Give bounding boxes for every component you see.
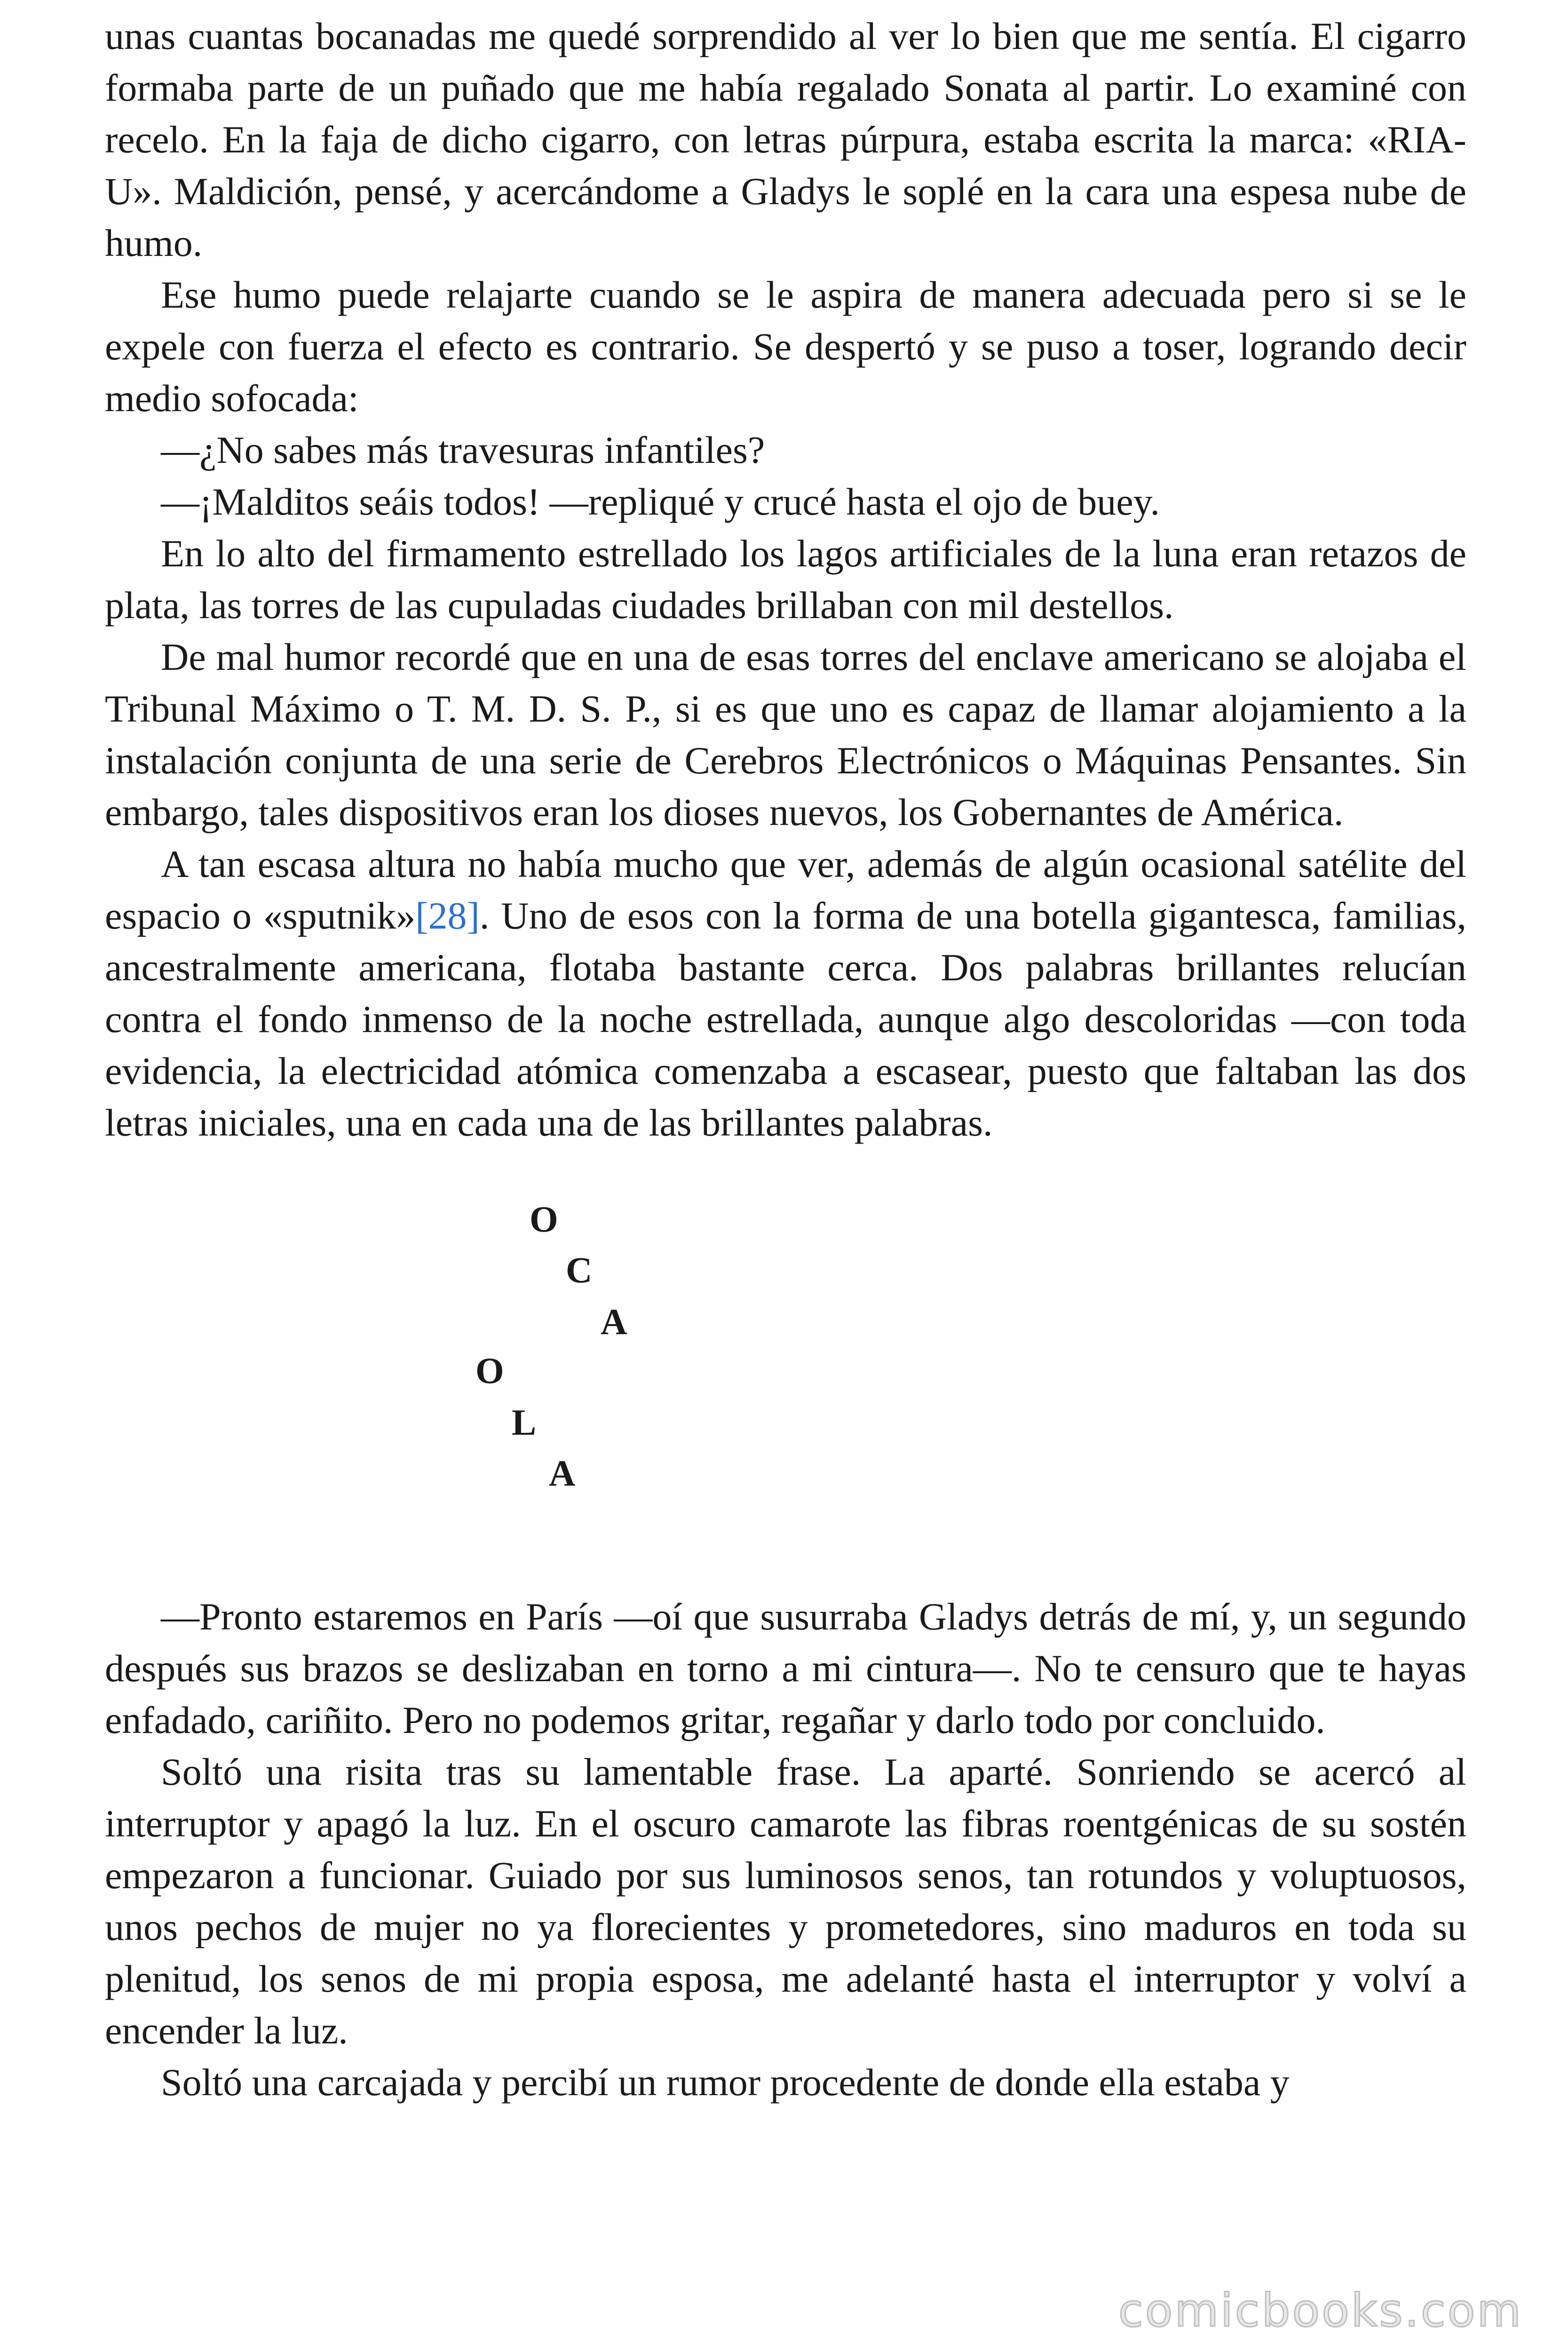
sign-letter: A [549, 1453, 576, 1494]
sign-letter: L [512, 1402, 537, 1443]
dialogue-line: —¡Malditos seáis todos! —repliqué y crucé hasta el ojo de buey. [161, 480, 1160, 523]
paragraph: Ese humo puede relajarte cuando se le aspira de manera adecuada pero si se le expele con fuerza el efecto es contrario. Se despertó y se puso a toser, logrando decir medio sofocada: [105, 273, 1466, 420]
paragraph: De mal humor recordé que en una de esas torres del enclave americano se alojaba el Tribunal Máximo o T. M. D. S. P., si es que uno es capaz de llamar alojamiento a la instalación conjunta de una serie de Cerebros Electrónicos o Máquinas Pensantes. Sin embargo, tales dispositivos eran los dioses nuevos, los Gobernantes de América. [105, 636, 1466, 834]
paragraph: Soltó una risita tras su lamentable frase. La aparté. Sonriendo se acercó al interruptor y apagó la luz. En el oscuro camarote las fibras roentgénicas de su sostén empezaron a funcionar. Guiado por sus luminosos senos, tan rotundos y voluptuosos, unos pechos de mujer no ya florecientes y prometedores, sino maduros en toda su plenitud, los senos de mi propia esposa, me adelanté hasta el interruptor y volví a encender la luz. [105, 1750, 1466, 2052]
paragraph [105, 838, 1466, 1149]
footnote-link[interactable]: [28] [415, 894, 480, 937]
page-text [105, 10, 1466, 2108]
sign-letter: O [475, 1350, 504, 1391]
paragraph-text: . Uno de esos con la forma de una botella gigantesca, familias, ancestralmente americana, flotaba bastante cerca. Dos palabras brillantes relucían contra el fondo inmenso de la noche estrellada, aunque algo descoloridas —con toda evidencia, la electricidad atómica comenzaba a escasear, puesto que faltaban las dos letras iniciales, una en cada una de las brillantes palabras. [105, 894, 1466, 1144]
paragraph: —Pronto estaremos en París —oí que susurraba Gladys detrás de mí, y, un segundo después sus brazos se deslizaban en torno a mi cintura—. No te censuro que te hayas enfadado, cariñito. Pero no podemos gritar, regañar y darlo todo por concluido. [105, 1595, 1466, 1741]
watermark: comicbooks.com [1118, 2284, 1523, 2337]
paragraph: Soltó una carcajada y percibí un rumor procedente de donde ella estaba y [161, 2061, 1290, 2104]
dialogue-line: —¿No sabes más travesuras infantiles? [161, 429, 765, 471]
sign-letter: O [530, 1199, 558, 1240]
sign-letters [105, 1193, 1466, 1589]
paragraph: unas cuantas bocanadas me quedé sorprendido al ver lo bien que me sentía. El cigarro formaba parte de un puñado que me había regalado Sonata al partir. Lo examiné con recelo. En la faja de dicho cigarro, con letras púrpura, estaba escrita la marca: «RIA-U». Maldición, pensé, y acercándome a Gladys le soplé en la cara una espesa nube de humo. [105, 15, 1466, 264]
sign-letter: A [601, 1301, 627, 1342]
sign-letter: C [566, 1249, 593, 1290]
paragraph: En lo alto del firmamento estrellado los lagos artificiales de la luna eran retazos de plata, las torres de las cupuladas ciudades brillaban con mil destellos. [105, 532, 1466, 627]
paragraph-text: A tan escasa altura no había mucho que ver, además de algún ocasional satélite del espacio o «sputnik» [105, 842, 1466, 937]
